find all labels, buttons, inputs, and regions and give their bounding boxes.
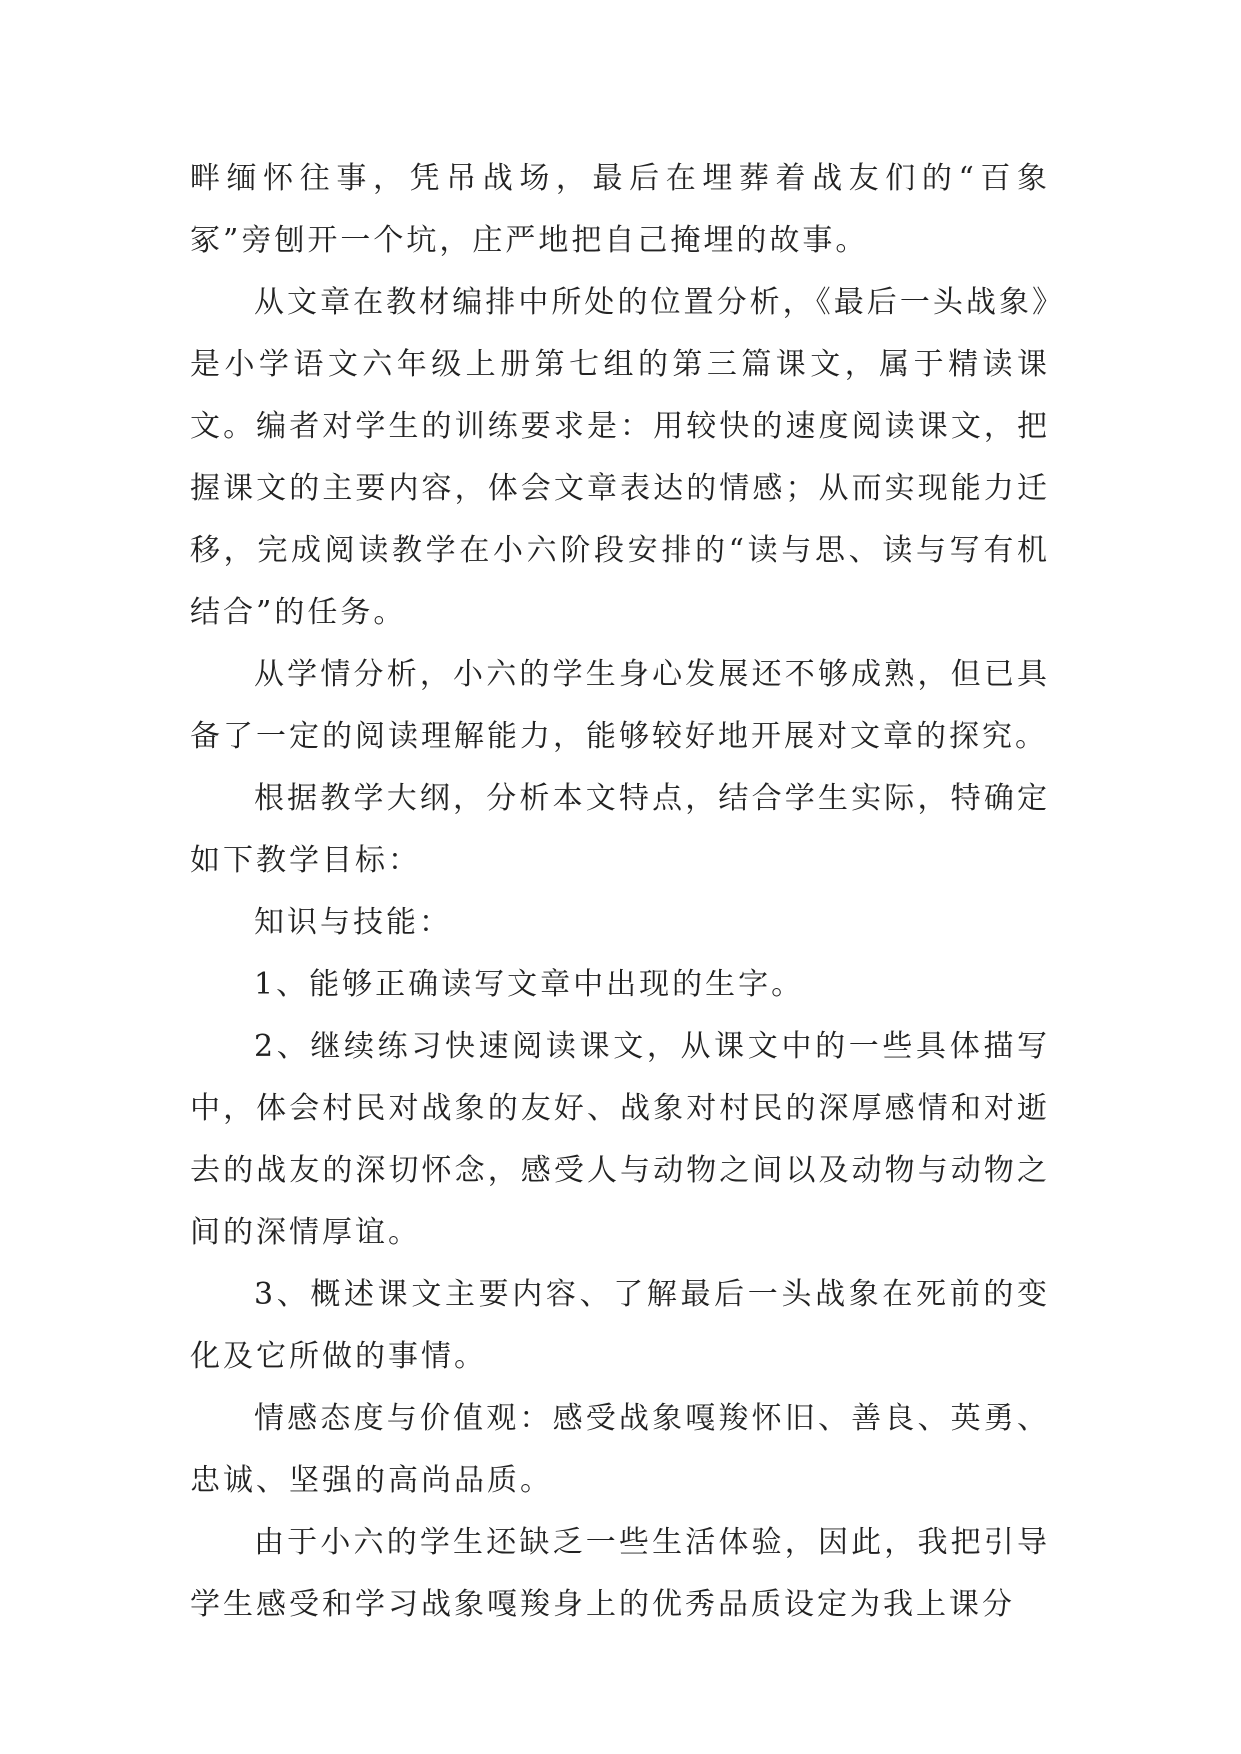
paragraph-emotion-values: 情感态度与价值观：感受战象嘎羧怀旧、善良、英勇、忠诚、坚强的高尚品质。 bbox=[190, 1401, 1050, 1498]
section-heading-knowledge-skills: 知识与技能： bbox=[254, 905, 452, 940]
paragraph-2: 从文章在教材编排中所处的位置分析，《最后一头战象》是小学语文六年级上册第七组的第三篇课文，属于精读课文。编者对学生的训练要求是：用较快的速度阅读课文，把握课文的主要内容，体会文章表达的情感；从而实现能力迁移，完成阅读教学在小六阶段安排的“读与思、读与写有机结合”的任务。 bbox=[190, 285, 1050, 630]
goal-item-1: 1、能够正确读写文章中出现的生字。 bbox=[254, 967, 805, 1002]
paragraph-last: 由于小六的学生还缺乏一些生活体验，因此，我把引导学生感受和学习战象嘎羧身上的优秀品质设定为我上课分 bbox=[190, 1525, 1050, 1622]
paragraph-3: 从学情分析，小六的学生身心发展还不够成熟，但已具备了一定的阅读理解能力，能够较好地开展对文章的探究。 bbox=[190, 657, 1050, 754]
paragraph-1: 畔缅怀往事，凭吊战场，最后在埋葬着战友们的“百象冢”旁刨开一个坑，庄严地把自己掩埋的故事。 bbox=[190, 161, 1050, 258]
document-body bbox=[190, 148, 1050, 1636]
paragraph-4: 根据教学大纲，分析本文特点，结合学生实际，特确定如下教学目标： bbox=[190, 781, 1050, 878]
goal-item-3: 3、概述课文主要内容、了解最后一头战象在死前的变化及它所做的事情。 bbox=[190, 1277, 1050, 1374]
goal-item-2: 2、继续练习快速阅读课文，从课文中的一些具体描写中，体会村民对战象的友好、战象对村民的深厚感情和对逝去的战友的深切怀念，感受人与动物之间以及动物与动物之间的深情厚谊。 bbox=[190, 1029, 1050, 1250]
